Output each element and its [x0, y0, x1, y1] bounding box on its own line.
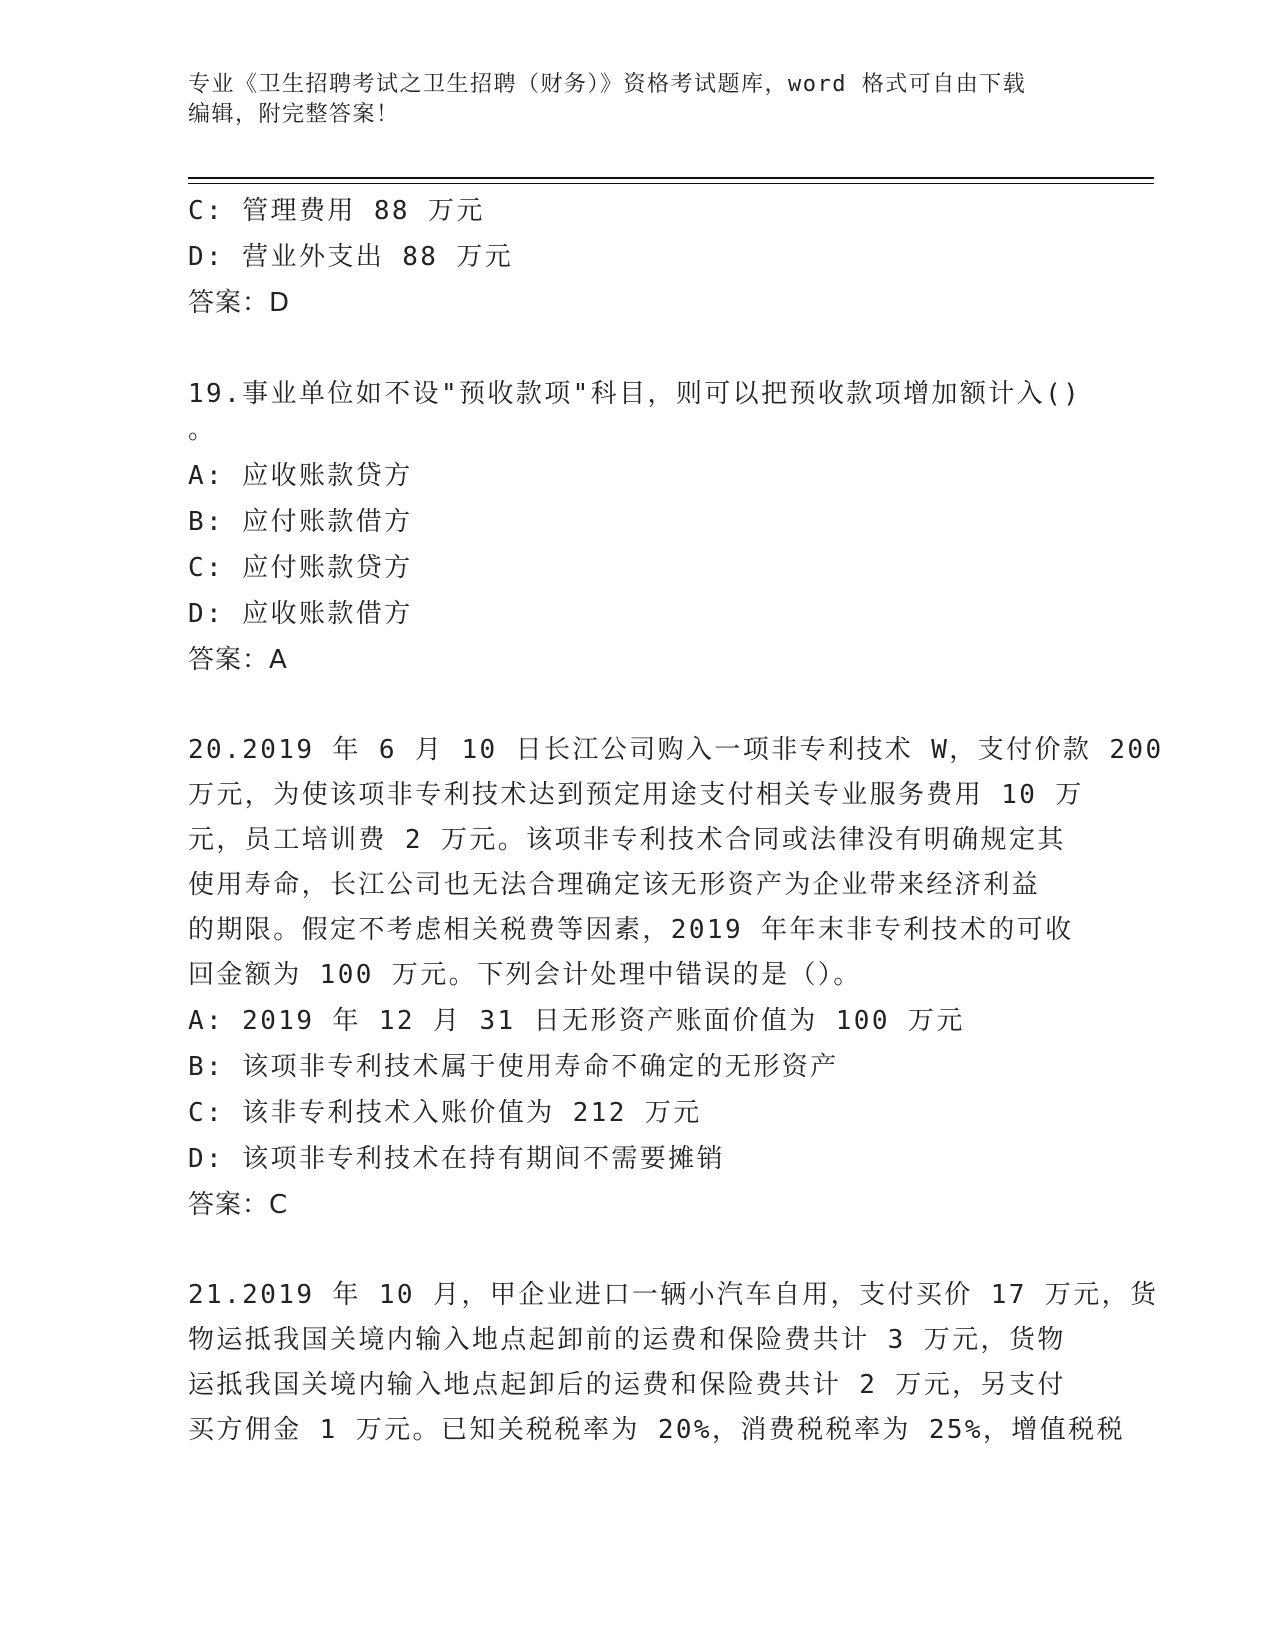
question-stem-line: 回金额为 100 万元。下列会计处理中错误的是（）。	[188, 960, 862, 990]
question-stem-line: 。	[188, 415, 217, 445]
question-stem-line: 运抵我国关境内输入地点起卸后的运费和保险费共计 2 万元，另支付	[188, 1370, 1066, 1400]
question-content	[188, 188, 1164, 1453]
option-b: B: 该项非专利技术属于使用寿命不确定的无形资产	[188, 1052, 839, 1082]
question-stem-line: 万元，为使该项非专利技术达到预定用途支付相关专业服务费用 10 万	[188, 780, 1084, 810]
answer-line: 答案：D	[188, 288, 291, 318]
spacer	[188, 1228, 1088, 1273]
option-d: D: 应收账款借方	[188, 599, 413, 629]
option-c: C: 该非专利技术入账价值为 212 万元	[188, 1098, 702, 1128]
question-stem-line: 21.2019 年 10 月，甲企业进口一辆小汽车自用，支付买价 17 万元，货	[188, 1280, 1159, 1310]
question-19	[188, 371, 1088, 683]
option-c: C: 应付账款贷方	[188, 553, 413, 583]
question-stem-line: 19.事业单位如不设"预收款项"科目，则可以把预收款项增加额计入()	[188, 379, 1082, 409]
option-d: D: 营业外支出 88 万元	[188, 242, 514, 272]
question-stem-line: 元，员工培训费 2 万元。该项非专利技术合同或法律没有明确规定其	[188, 825, 1066, 855]
question-stem-line: 的期限。假定不考虑相关税费等因素，2019 年年末非专利技术的可收	[188, 915, 1074, 945]
header-divider-thin	[188, 183, 1154, 184]
header-line-1: 专业《卫生招聘考试之卫生招聘（财务）》资格考试题库，word 格式可自由下载	[188, 72, 1027, 97]
option-b: B: 应付账款借方	[188, 507, 413, 537]
answer-line: 答案：A	[188, 645, 288, 675]
spacer	[188, 683, 1088, 728]
prev-question	[188, 188, 1088, 326]
question-stem-line: 20.2019 年 6 月 10 日长江公司购入一项非专利技术 W，支付价款 200	[188, 735, 1164, 765]
document-header	[188, 70, 1068, 130]
option-d: D: 该项非专利技术在持有期间不需要摊销	[188, 1144, 725, 1174]
question-stem-line: 买方佣金 1 万元。已知关税税率为 20%，消费税税率为 25%，增值税税	[188, 1415, 1125, 1445]
question-stem-line: 物运抵我国关境内输入地点起卸前的运费和保险费共计 3 万元，货物	[188, 1325, 1066, 1355]
question-20	[188, 728, 1164, 1228]
header-line-2: 编辑，附完整答案！	[188, 102, 400, 127]
header-divider-thick	[188, 177, 1154, 179]
answer-line: 答案：C	[188, 1190, 289, 1220]
option-a: A: 2019 年 12 月 31 日无形资产账面价值为 100 万元	[188, 1006, 965, 1036]
question-stem-line: 使用寿命，长江公司也无法合理确定该无形资产为企业带来经济利益	[188, 870, 1041, 900]
option-c: C: 管理费用 88 万元	[188, 196, 485, 226]
spacer	[188, 326, 1088, 371]
option-a: A: 应收账款贷方	[188, 461, 413, 491]
question-21	[188, 1273, 1159, 1453]
